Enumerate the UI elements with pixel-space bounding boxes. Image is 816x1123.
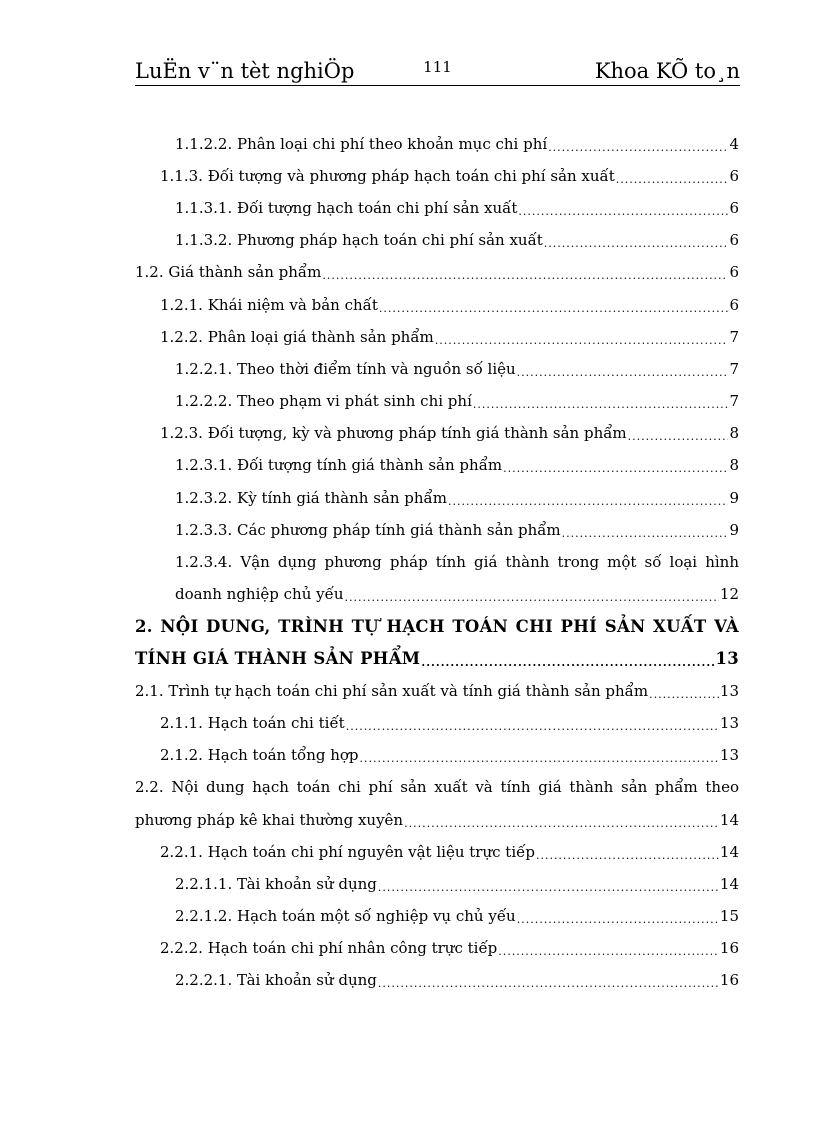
toc-entry: [135, 450, 739, 482]
toc-entry: [135, 225, 739, 257]
toc-entry-page: 8: [729, 424, 739, 443]
toc-leader-dots: [378, 879, 719, 894]
toc-entry-page: 6: [729, 166, 739, 185]
toc-entry-page: 12: [719, 585, 739, 604]
toc-leader-dots: [322, 267, 728, 282]
toc-leader-dots: [378, 975, 719, 990]
toc-entry-title: 1.2.3.2. Kỳ tính giá thành sản phẩm: [175, 488, 447, 507]
toc-entry: [135, 160, 739, 192]
toc-entry-title: 2.2.1.1. Tài khoản sử dụng: [175, 874, 377, 893]
toc-entry-page: 13: [719, 681, 739, 700]
toc-entry-title: 1.2.3.1. Đối tượng tính giá thành sản phẩm: [175, 456, 503, 475]
toc-entry: [135, 901, 739, 933]
toc-entry: [135, 675, 739, 707]
toc-entry-page: 8: [729, 456, 739, 475]
toc-entry: [135, 740, 739, 772]
toc-entry-title: 1.1.3.1. Đối tượng hạch toán chi phí sản xuất: [175, 198, 518, 217]
toc-entry: [135, 965, 739, 997]
toc-entry-page: 14: [719, 810, 739, 829]
toc-entry: [135, 128, 739, 160]
toc-leader-dots: [404, 815, 719, 830]
toc-entry-page: 4: [729, 134, 739, 153]
toc-entry-page: 13: [719, 746, 739, 765]
toc-entry: [135, 418, 739, 450]
toc-entry-page: 6: [729, 198, 739, 217]
page-number: 111: [423, 58, 452, 76]
toc-leader-dots: [517, 364, 729, 379]
toc-entry: [135, 192, 739, 224]
toc-entry-title: doanh nghiệp chủ yếu: [175, 585, 344, 604]
toc-leader-dots: [562, 525, 729, 540]
toc-entry: [135, 546, 739, 578]
toc-leader-dots: [517, 911, 719, 926]
toc-entry-title: 2.1.1. Hạch toán chi tiết: [160, 713, 345, 732]
toc-entry: [135, 482, 739, 514]
toc-entry-page: 7: [729, 392, 739, 411]
toc-entry-page: 6: [729, 263, 739, 282]
toc-entry-page: 9: [729, 520, 739, 539]
toc-entry: [135, 353, 739, 385]
toc-entry: [135, 933, 739, 965]
toc-entry: [135, 836, 739, 868]
toc-entry-title: 2.2.1.2. Hạch toán một số nghiệp vụ chủ yếu: [175, 907, 516, 926]
toc-entry-title: TÍNH GIÁ THÀNH SẢN PHẨM: [135, 648, 421, 668]
toc-entry-title: 1.2.2. Phân loại giá thành sản phẩm: [160, 327, 434, 346]
toc-entry-title: 1.2.1. Khái niệm và bản chất: [160, 295, 378, 314]
toc-leader-dots: [345, 589, 719, 604]
toc-entry: [135, 772, 739, 804]
table-of-contents: [135, 128, 739, 997]
toc-entry-title: 1.1.3.2. Phương pháp hạch toán chi phí sản xuất: [175, 231, 543, 250]
toc-entry-page: 15: [719, 907, 739, 926]
toc-entry-page: 16: [719, 939, 739, 958]
toc-entry-page: 6: [729, 295, 739, 314]
toc-entry: [135, 643, 739, 675]
toc-leader-dots: [649, 686, 719, 701]
toc-entry-title: 2.1.2. Hạch toán tổng hợp: [160, 746, 359, 765]
toc-entry-title: phương pháp kê khai thường xuyên: [135, 810, 404, 829]
toc-entry-title: 1.2.2.1. Theo thời điểm tính và nguồn số liệu: [175, 359, 516, 378]
toc-leader-dots: [473, 396, 729, 411]
toc-entry-page: 14: [719, 874, 739, 893]
toc-leader-dots: [360, 750, 719, 765]
toc-entry-page: 6: [729, 231, 739, 250]
toc-entry-title: 1.1.2.2. Phân loại chi phí theo khoản mục chi phí: [175, 134, 548, 153]
toc-entry: [135, 804, 739, 836]
page-header: [135, 55, 740, 86]
toc-entry-page: 7: [729, 359, 739, 378]
toc-leader-dots: [536, 847, 719, 862]
toc-entry: [135, 289, 739, 321]
toc-leader-dots: [498, 943, 719, 958]
toc-leader-dots: [548, 139, 728, 154]
toc-entry-page: 13: [715, 648, 739, 668]
toc-entry: [135, 579, 739, 611]
toc-entry: [135, 321, 739, 353]
toc-entry: [135, 611, 739, 643]
toc-entry: [135, 707, 739, 739]
toc-entry-title: 1.2. Giá thành sản phẩm: [135, 263, 322, 282]
header-thesis-title: LuËn v¨n tèt nghiÖp: [135, 59, 355, 83]
toc-entry-title: 2.1. Trình tự hạch toán chi phí sản xuất và tính giá thành sản phẩm: [135, 681, 649, 700]
toc-entry: [135, 386, 739, 418]
toc-entry-page: 14: [719, 842, 739, 861]
header-faculty: Khoa KÕ to¸n: [594, 59, 740, 83]
toc-entry-title: 2.2.2.1. Tài khoản sử dụng: [175, 971, 377, 990]
toc-leader-dots: [421, 653, 714, 670]
toc-leader-dots: [448, 493, 728, 508]
toc-entry-title: 2. NỘI DUNG, TRÌNH TỰ HẠCH TOÁN CHI PHÍ SẢN XUẤT VÀ: [135, 616, 739, 636]
toc-leader-dots: [435, 332, 729, 347]
toc-leader-dots: [346, 718, 719, 733]
toc-entry-title: 1.2.3. Đối tượng, kỳ và phương pháp tính giá thành sản phẩm: [160, 424, 627, 443]
toc-entry-title: 2.2. Nội dung hạch toán chi phí sản xuất và tính giá thành sản phẩm theo: [135, 778, 739, 797]
toc-leader-dots: [518, 203, 728, 218]
toc-leader-dots: [544, 235, 729, 250]
toc-entry-page: 9: [729, 488, 739, 507]
toc-entry-page: 16: [719, 971, 739, 990]
toc-entry-title: 2.2.2. Hạch toán chi phí nhân công trực tiếp: [160, 939, 498, 958]
toc-entry-page: 13: [719, 713, 739, 732]
toc-entry-title: 1.1.3. Đối tượng và phương pháp hạch toán chi phí sản xuất: [160, 166, 615, 185]
toc-entry-title: 2.2.1. Hạch toán chi phí nguyên vật liệu trực tiếp: [160, 842, 535, 861]
toc-entry-title: 1.2.2.2. Theo phạm vi phát sinh chi phí: [175, 392, 472, 411]
toc-entry-title: 1.2.3.3. Các phương pháp tính giá thành sản phẩm: [175, 520, 561, 539]
toc-leader-dots: [379, 300, 729, 315]
toc-entry-title: 1.2.3.4. Vận dụng phương pháp tính giá thành trong một số loại hình: [175, 553, 739, 572]
toc-entry: [135, 868, 739, 900]
toc-entry: [135, 514, 739, 546]
toc-entry: [135, 257, 739, 289]
toc-leader-dots: [616, 171, 729, 186]
toc-entry-page: 7: [729, 327, 739, 346]
toc-leader-dots: [628, 428, 729, 443]
toc-leader-dots: [503, 460, 728, 475]
